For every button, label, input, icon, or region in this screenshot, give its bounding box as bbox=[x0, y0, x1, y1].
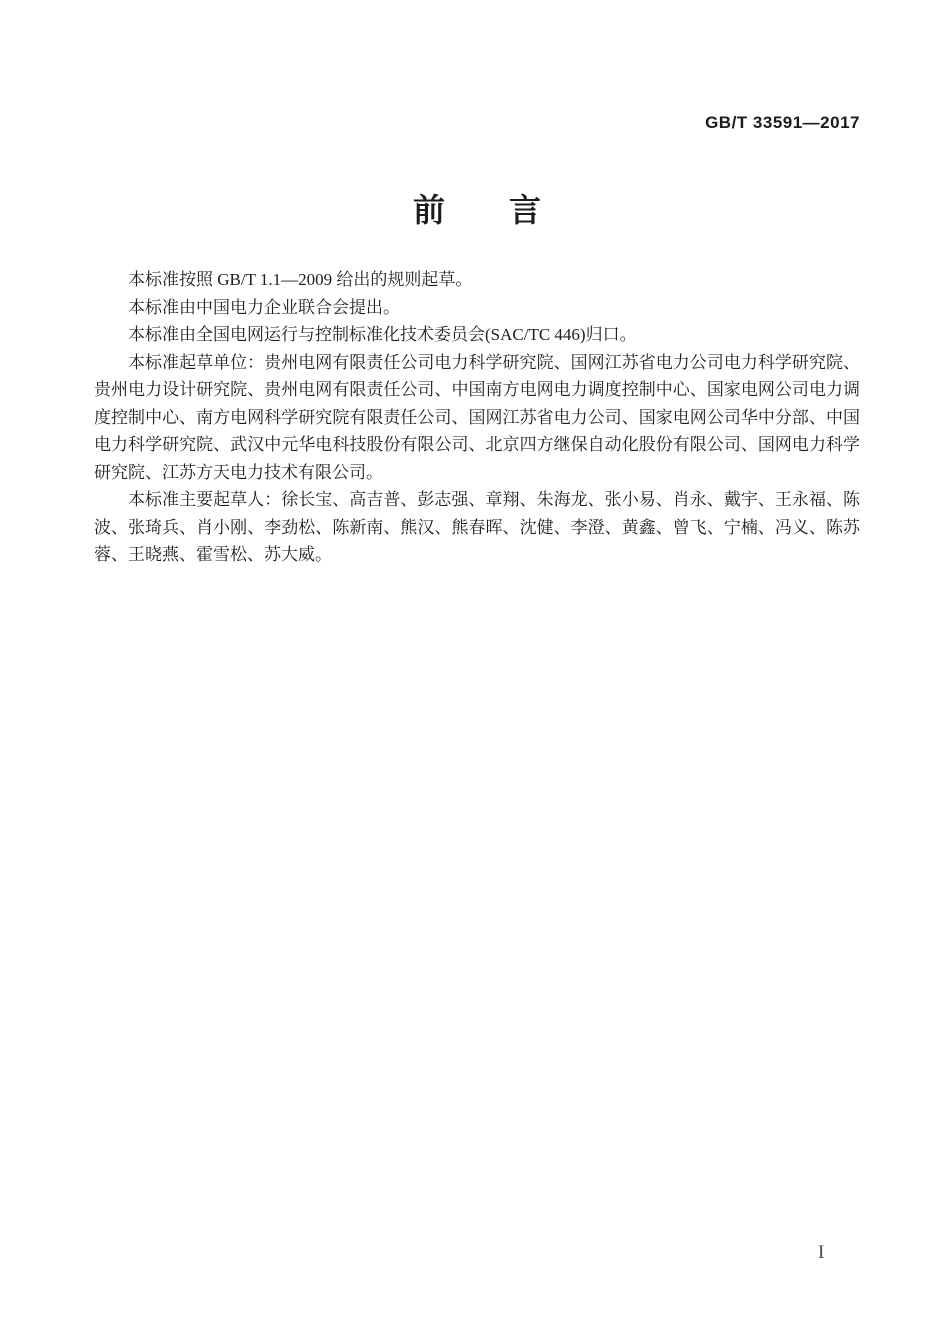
foreword-body bbox=[94, 266, 860, 569]
paragraph-committee: 本标准由全国电网运行与控制标准化技术委员会(SAC/TC 446)归口。 bbox=[128, 325, 637, 344]
page-title: 前 言 bbox=[412, 192, 541, 228]
paragraph-drafting-rules: 本标准按照 GB/T 1.1—2009 给出的规则起草。 bbox=[128, 270, 473, 289]
paragraph-main-drafters: 本标准主要起草人：徐长宝、高吉普、彭志强、章翔、朱海龙、张小易、肖永、戴宇、王永福、陈波、张琦兵、肖小刚、李劲松、陈新南、熊汉、熊春晖、沈健、李澄、黄鑫、曾飞、宁楠、冯义、陈苏蓉、王晓燕、霍雪松、苏大威。 bbox=[94, 490, 860, 564]
paragraph-drafting-organizations: 本标准起草单位：贵州电网有限责任公司电力科学研究院、国网江苏省电力公司电力科学研究院、贵州电力设计研究院、贵州电网有限责任公司、中国南方电网电力调度控制中心、国家电网公司电力调度控制中心、南方电网科学研究院有限责任公司、国网江苏省电力公司、国家电网公司华中分部、中国电力科学研究院、武汉中元华电科技股份有限公司、北京四方继保自动化股份有限公司、国网电力科学研究院、江苏方天电力技术有限公司。 bbox=[94, 352, 860, 482]
paragraph-proposed-by: 本标准由中国电力企业联合会提出。 bbox=[128, 297, 400, 317]
page-number: I bbox=[818, 1242, 825, 1263]
standard-code-header: GB/T 33591—2017 bbox=[705, 113, 860, 132]
